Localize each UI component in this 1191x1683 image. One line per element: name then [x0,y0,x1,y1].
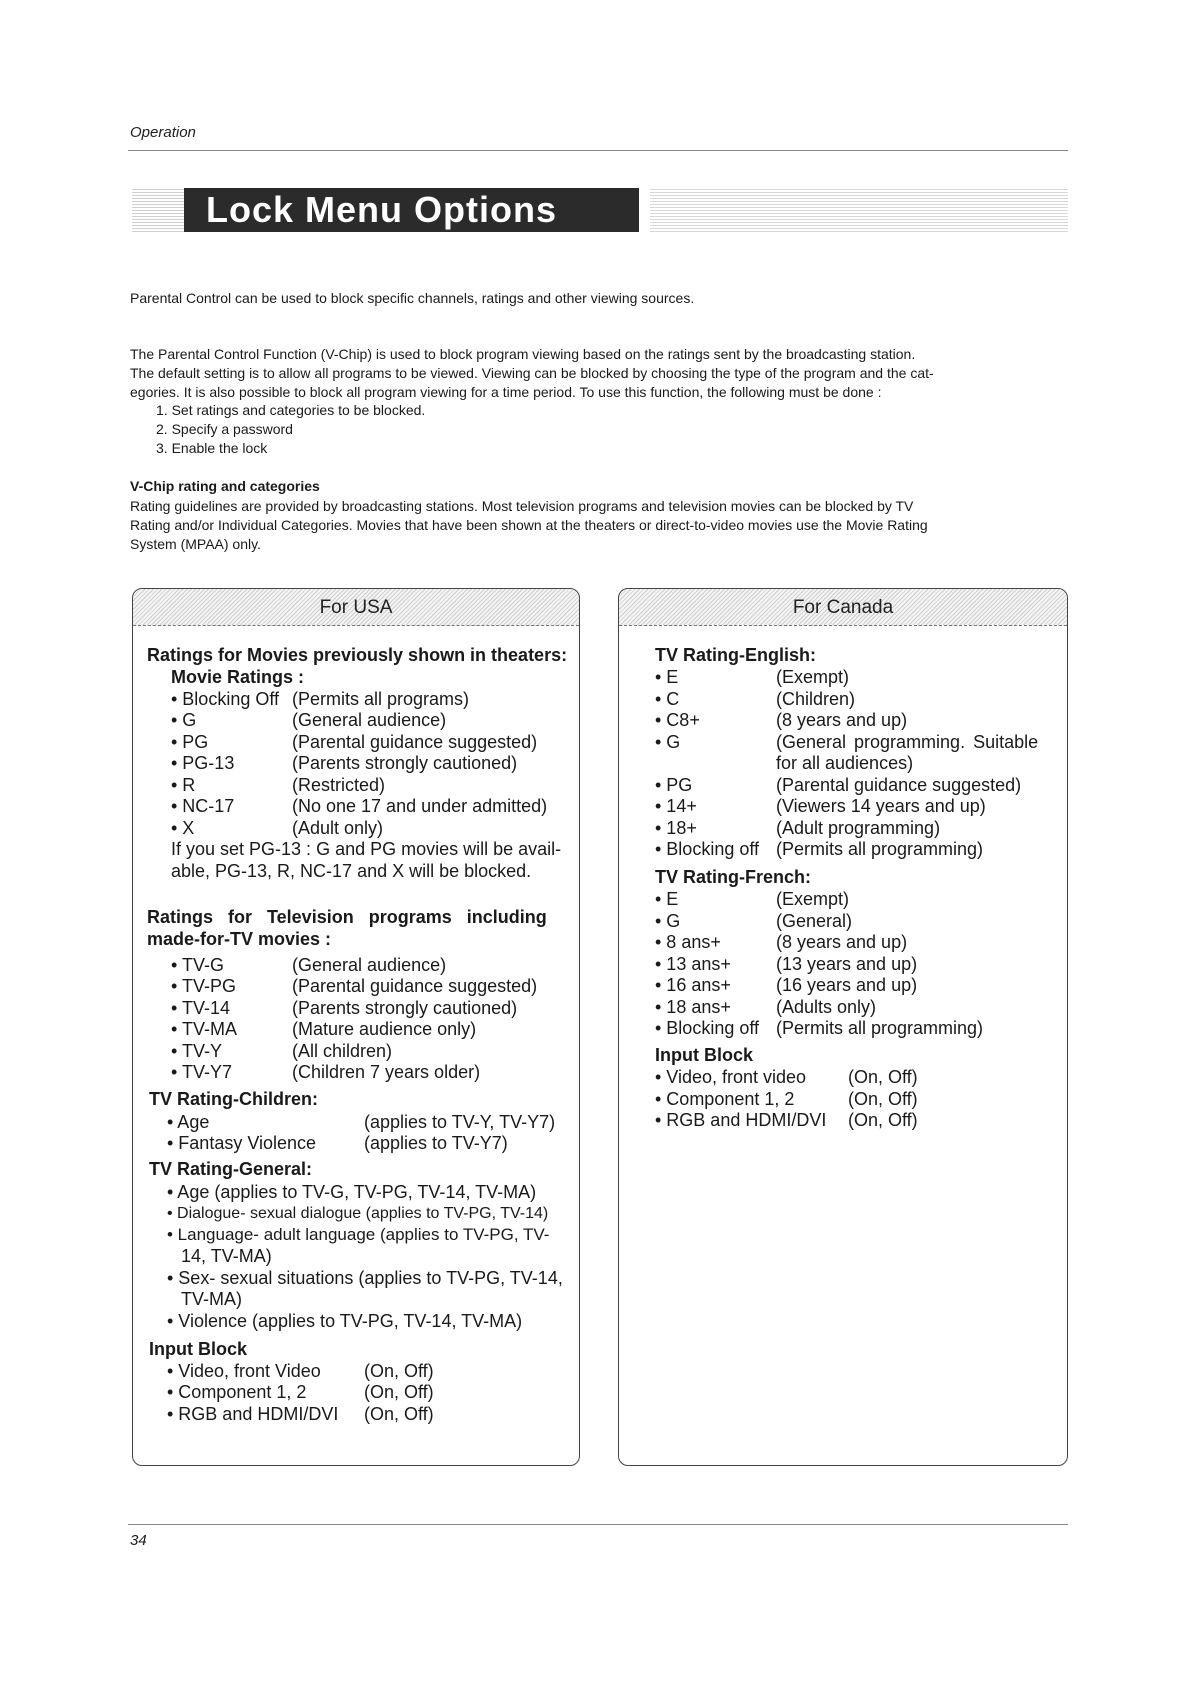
input-code: • Video, front video [655,1067,807,1087]
rating-code: • 14+ [655,796,697,816]
rating-code: • G [655,732,681,752]
input-desc: (On, Off) [364,1382,434,1402]
rating-code: • E [655,667,679,687]
tv-rating-children-heading: TV Rating-Children: [149,1089,318,1109]
intro-text: Parental Control can be used to block specific channels, ratings and other viewing sources. [130,290,695,306]
tv-rating-french-heading: TV Rating-French: [655,867,811,887]
general-item: • Violence (applies to TV-PG, TV-14, TV-MA) [167,1311,523,1331]
rating-desc: (General audience) [292,710,447,730]
body-line: The Parental Control Function (V-Chip) is used to block program viewing based on the ratings sent by the broadcasting station. [130,346,916,362]
rating-code: • E [655,889,679,909]
rating-desc: (Adult only) [292,818,384,838]
rating-desc: (Parents strongly cautioned) [292,998,518,1018]
rating-desc: (applies to TV-Y7) [364,1133,508,1153]
bottom-divider [128,1524,1068,1525]
rating-desc: (General audience) [292,955,447,975]
banner-hatch-left [132,188,184,232]
pg13-note: able, PG-13, R, NC-17 and X will be blocked. [171,861,532,881]
general-item: • Language- adult language (applies to TV-PG, TV- [167,1225,550,1244]
rating-desc: (applies to TV-Y, TV-Y7) [364,1112,556,1132]
rating-desc: (All children) [292,1041,393,1061]
rating-code: • X [171,818,195,838]
usa-input-block-heading: Input Block [149,1339,247,1359]
rating-code: • TV-14 [171,998,231,1018]
rating-code: • PG [171,732,209,752]
vchip-heading: V-Chip rating and categories [130,478,320,494]
rating-desc: (Exempt) [776,889,850,909]
top-divider [128,150,1068,151]
canada-input-block-heading: Input Block [655,1045,753,1065]
rating-desc: (No one 17 and under admitted) [292,796,548,816]
input-desc: (On, Off) [848,1089,918,1109]
tv-rating-general-heading: TV Rating-General: [149,1159,313,1179]
rating-desc: (Adults only) [776,997,877,1017]
general-item: • Dialogue- sexual dialogue (applies to TV-PG, TV-14) [167,1205,549,1222]
rating-code: • C8+ [655,710,700,730]
movie-ratings-heading: Movie Ratings : [171,667,305,687]
rating-code: • TV-Y7 [171,1062,232,1082]
pg13-note: If you set PG-13 : G and PG movies will be avail- [171,839,562,859]
usa-panel-header: For USA [133,589,579,626]
rating-desc: (Parents strongly cautioned) [292,753,518,773]
rating-desc: (General programming. Suitable [776,732,1039,752]
rating-code: • 18 ans+ [655,997,731,1017]
input-desc: (On, Off) [364,1404,434,1424]
vchip-line: Rating and/or Individual Categories. Movies that have been shown at the theaters or direct-to-video movies use the Movie Rating [130,517,928,533]
rating-code: • TV-Y [171,1041,222,1061]
rating-code: • C [655,689,680,709]
rating-code: • 8 ans+ [655,932,721,952]
usa-panel [132,588,580,1466]
general-item: • Sex- sexual situations (applies to TV-PG, TV-14, [167,1268,563,1288]
input-code: • RGB and HDMI/DVI [655,1110,827,1130]
rating-desc: (8 years and up) [776,932,908,952]
page-number: 34 [130,1532,147,1549]
rating-desc: (Mature audience only) [292,1019,477,1039]
rating-desc: (Permits all programs) [292,689,470,709]
rating-desc: for all audiences) [776,753,914,773]
step-item: 2. Specify a password [156,421,293,437]
rating-desc: (Children 7 years older) [292,1062,481,1082]
general-item: 14, TV-MA) [181,1246,272,1266]
canada-panel-header: For Canada [619,589,1067,626]
rating-code: • NC-17 [171,796,235,816]
rating-desc: (Children) [776,689,856,709]
rating-code: • G [655,911,681,931]
rating-code: • R [171,775,196,795]
page-title: Lock Menu Options [184,188,639,232]
tv-rating-english-heading: TV Rating-English: [655,645,816,665]
rating-code: • PG [655,775,693,795]
tv-ratings-heading: Ratings for Television programs including [147,907,547,927]
rating-desc: (Parental guidance suggested) [776,775,1022,795]
rating-desc: (Adult programming) [776,818,941,838]
rating-code: • Blocking Off [171,689,280,709]
general-item: TV-MA) [181,1289,242,1309]
rating-desc: (13 years and up) [776,954,918,974]
canada-panel [618,588,1068,1466]
rating-code: • Fantasy Violence [167,1133,317,1153]
rating-desc: (Permits all programming) [776,1018,984,1038]
step-item: 3. Enable the lock [156,440,268,456]
input-code: • Component 1, 2 [167,1382,307,1402]
rating-code: • 18+ [655,818,697,838]
body-paragraph [130,345,1070,402]
body-line: egories. It is also possible to block all program viewing for a time period. To use this function, the following must be done : [130,384,882,400]
vchip-paragraph [130,497,1070,554]
rating-desc: (Permits all programming) [776,839,984,859]
vchip-line: System (MPAA) only. [130,536,261,552]
general-item: • Age (applies to TV-G, TV-PG, TV-14, TV-MA) [167,1182,537,1202]
rating-desc: (Viewers 14 years and up) [776,796,986,816]
rating-code: • Blocking off [655,839,760,859]
input-code: • Component 1, 2 [655,1089,795,1109]
rating-desc: (General) [776,911,853,931]
rating-code: • TV-G [171,955,224,975]
rating-code: • TV-PG [171,976,236,996]
rating-code: • G [171,710,197,730]
input-code: • Video, front Video [167,1361,321,1381]
input-code: • RGB and HDMI/DVI [167,1404,339,1424]
vchip-line: Rating guidelines are provided by broadcasting stations. Most television programs and television movies can be blocked by TV [130,498,914,514]
section-label: Operation [130,124,196,141]
rating-code: • Blocking off [655,1018,760,1038]
tv-ratings-heading: made-for-TV movies : [147,929,332,949]
rating-code: • 16 ans+ [655,975,731,995]
rating-desc: (Parental guidance suggested) [292,732,538,752]
banner-hatch-right [650,188,1068,232]
rating-code: • Age [167,1112,210,1132]
rating-code: • 13 ans+ [655,954,731,974]
body-line: The default setting is to allow all programs to be viewed. Viewing can be blocked by choosing the type of the program and the cat- [130,365,934,381]
input-desc: (On, Off) [848,1110,918,1130]
rating-desc: (8 years and up) [776,710,908,730]
rating-desc: (Parental guidance suggested) [292,976,538,996]
rating-desc: (Exempt) [776,667,850,687]
rating-desc: (Restricted) [292,775,386,795]
rating-desc: (16 years and up) [776,975,918,995]
step-item: 1. Set ratings and categories to be blocked. [156,402,426,418]
rating-code: • TV-MA [171,1019,237,1039]
input-desc: (On, Off) [364,1361,434,1381]
usa-movies-heading: Ratings for Movies previously shown in theaters: [147,645,568,665]
rating-code: • PG-13 [171,753,235,773]
input-desc: (On, Off) [848,1067,918,1087]
